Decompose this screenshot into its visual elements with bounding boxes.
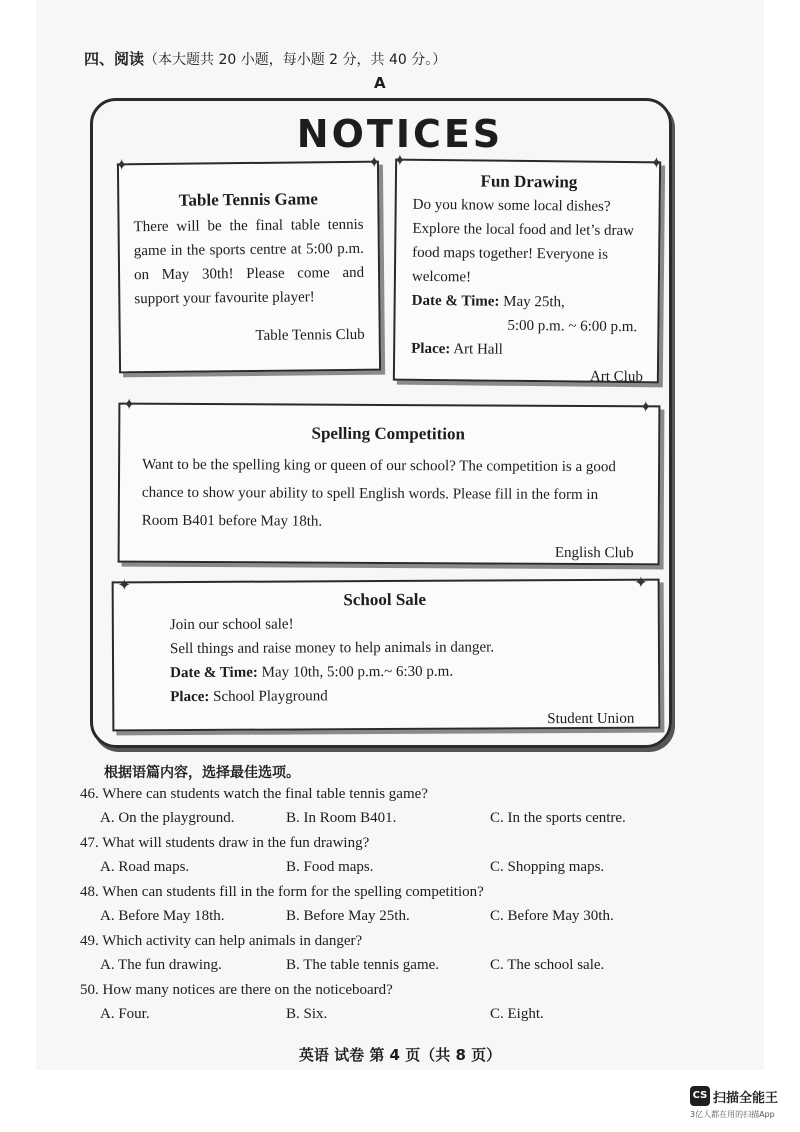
question-list (80, 786, 680, 1031)
option-a: A. The fun drawing. (100, 957, 222, 973)
passage-letter: A (374, 74, 386, 92)
notice-signature: Art Club (589, 368, 643, 386)
notice-fun-drawing (393, 150, 664, 386)
option-b: B. Six. (286, 1006, 328, 1022)
page-footer: 英语 试卷 第 4 页（共 8 页） (298, 1046, 502, 1064)
notice-body: There will be the final table tennis game in the sports centre at 5:00 p.m. on May 30th! Please come and support your favourite player! (133, 216, 365, 308)
question-item (80, 884, 680, 933)
notice-table-tennis (114, 152, 382, 374)
date-label: Date & Time: (411, 292, 500, 310)
instruction: 根据语篇内容，选择最佳选项。 (104, 765, 300, 781)
pushpin-icon: ✦ (367, 152, 382, 172)
option-c: C. Before May 30th. (490, 908, 614, 924)
question-stem: 48. When can students fill in the form for the spelling competition? (80, 884, 484, 900)
section-note: （本大题共 20 小题，每小题 2 分，共 40 分。） (144, 52, 447, 68)
section-heading (84, 48, 446, 69)
pushpin-icon: ✦ (122, 394, 136, 414)
notice-place (170, 683, 634, 709)
question-stem: 50. How many notices are there on the noticeboard? (80, 982, 393, 998)
scanner-slogan: 3亿人都在用的扫描App (690, 1110, 775, 1119)
place-value: School Playground (213, 688, 328, 705)
option-c: C. The school sale. (490, 957, 605, 973)
notice-body: Want to be the spelling king or queen of our school? The competition is a good chance to show your ability to spell English words. Please fill in the form in Room B401 before May 18th. (141, 456, 616, 530)
pushpin-icon: ✦ (634, 572, 648, 592)
option-a: A. Four. (100, 1006, 150, 1022)
question-item (80, 982, 680, 1031)
pushpin-icon: ✦ (649, 153, 664, 173)
date-value: May 10th, 5:00 p.m.~ 6:30 p.m. (261, 663, 454, 681)
pushpin-icon: ✦ (393, 150, 407, 170)
question-item (80, 786, 680, 835)
notice-place (411, 337, 643, 363)
option-c: C. Shopping maps. (490, 859, 605, 875)
question-item (80, 933, 680, 982)
option-b: B. The table tennis game. (286, 957, 440, 973)
question-stem: 47. What will students draw in the fun drawing? (80, 835, 370, 851)
notice-school-sale (112, 572, 661, 732)
notice-signature: English Club (554, 544, 634, 562)
date-value: May 25th, (503, 293, 565, 311)
notice-title: Table Tennis Game (178, 189, 318, 210)
option-c: C. In the sports centre. (490, 810, 626, 826)
section-title: 四、阅读 (84, 50, 145, 68)
notice-signature: Student Union (547, 710, 635, 728)
question-item (80, 835, 680, 884)
option-b: B. Food maps. (286, 859, 374, 875)
pushpin-icon: ✦ (117, 575, 132, 595)
option-a: A. On the playground. (100, 810, 235, 826)
notice-body: Do you know some local dishes? Explore the local food and let’s draw food maps together! Everyone is welcome! (411, 196, 635, 286)
place-label: Place: (170, 688, 210, 706)
option-b: B. Before May 25th. (286, 908, 410, 924)
notice-line: Join our school sale! (169, 616, 294, 634)
noticeboard-title: NOTICES (296, 112, 504, 156)
option-a: A. Road maps. (100, 859, 190, 875)
notice-spelling-competition (118, 394, 661, 566)
pushpin-icon: ✦ (114, 155, 129, 175)
scanner-name: 扫描全能王 (713, 1090, 779, 1106)
date-label: Date & Time: (170, 664, 258, 682)
camscanner-logo-icon: CS (690, 1086, 710, 1106)
option-b: B. In Room B401. (286, 810, 397, 826)
time-value: 5:00 p.m. ~ 6:00 p.m. (507, 317, 638, 336)
notice-title: Spelling Competition (311, 423, 466, 444)
notice-signature: Table Tennis Club (255, 326, 365, 344)
notice-title: School Sale (343, 589, 427, 610)
place-label: Place: (411, 340, 451, 358)
option-a: A. Before May 18th. (100, 908, 225, 924)
pushpin-icon: ✦ (638, 397, 653, 417)
place-value: Art Hall (453, 341, 503, 358)
question-stem: 49. Which activity can help animals in danger? (80, 933, 363, 949)
notice-date (412, 289, 644, 315)
notice-date (170, 659, 634, 685)
notice-line: Sell things and raise money to help animals in danger. (169, 639, 495, 658)
question-stem: 46. Where can students watch the final table tennis game? (80, 786, 428, 802)
notice-title: Fun Drawing (480, 171, 578, 192)
option-c: C. Eight. (490, 1006, 544, 1022)
scanner-watermark (690, 1086, 796, 1120)
